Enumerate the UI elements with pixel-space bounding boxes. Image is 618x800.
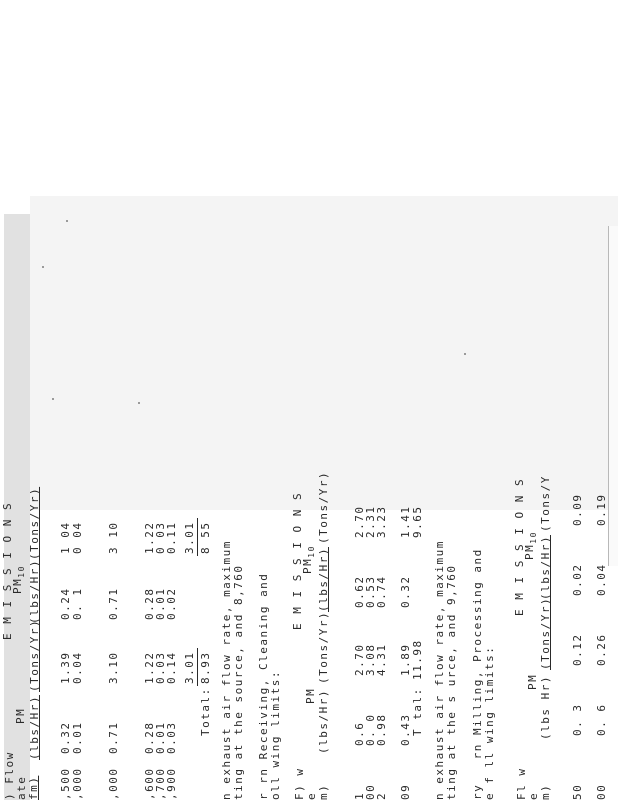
subtotal-pm: 3.01 (183, 651, 196, 684)
row-pm-tons: 3.08 (364, 643, 377, 676)
col-pm-lbs-hr: (lbs/Hr) (317, 689, 330, 754)
note-line: ting at the source, and 8,760 (232, 564, 245, 800)
emissions-heading: E M I S S I O N S (513, 477, 526, 616)
row-pm-tons: 0.03 (154, 651, 167, 684)
pm10-heading: $PM_{10}$ (301, 545, 317, 574)
col-rate-header: e (527, 791, 540, 800)
row-pm-lbs: 0.28 (143, 721, 156, 754)
row-flow: ,000 (107, 767, 120, 800)
row-pm-tons: 0.26 (595, 633, 608, 666)
row-pm-lbs: 0.71 (107, 721, 120, 754)
total-pm10: 9.65 (411, 505, 424, 538)
row-pm10-tons: 2.31 (364, 505, 377, 538)
col-flow-header: Fl w (515, 767, 528, 800)
row-pm10-tons: 0.09 (571, 493, 584, 526)
row-flow: ,000 (71, 767, 84, 800)
section-intro: e f ll wing limits: (483, 645, 496, 800)
total-pm10: 8 55 (199, 521, 212, 554)
total-label: Total: (199, 687, 212, 736)
col-flow-header: F) w (293, 767, 306, 800)
total-label: T tal: (411, 687, 424, 736)
row-flow: 00 (595, 783, 608, 800)
row-pm10-lbs: 0.01 (154, 587, 167, 620)
row-flow: ,600 (143, 767, 156, 800)
section-intro: r rn Receiving, Cleaning and (257, 572, 270, 800)
row-pm10-lbs: 0. 1 (71, 587, 84, 620)
row-pm10-lbs: 0.62 (353, 575, 366, 608)
emissions-heading: E M I S S I O N S (1, 501, 14, 640)
col-pm-lbs-hr: (lbs Hr) (539, 675, 552, 740)
note-line: n exhaust air flow rate, maximum (433, 540, 446, 800)
note-line: ting at the s urce, and 9,760 (445, 564, 458, 800)
row-pm-lbs: 0.32 (59, 721, 72, 754)
row-flow: ,700 (154, 767, 167, 800)
row-pm-tons: 0.12 (571, 633, 584, 666)
col-rate-header: e (305, 791, 318, 800)
row-pm10-tons: 1.22 (143, 521, 156, 554)
row-pm-tons: 3.10 (107, 651, 120, 684)
col-pm10-tons-yr: (Tons/Yr) (317, 470, 330, 544)
section-intro: oll wing limits: (269, 670, 282, 800)
row-pm-tons: 1.22 (143, 651, 156, 684)
row-pm10-lbs: 0.32 (399, 575, 412, 608)
row-flow: 00 (364, 783, 377, 800)
col-pm10-lbs-hr: (lbs/Hr) (539, 535, 552, 600)
row-pm10-lbs: 0.02 (571, 563, 584, 596)
row-pm-lbs: 0.43 (399, 713, 412, 746)
col-unit-header: m) (539, 783, 552, 800)
row-pm10-lbs: 0.28 (143, 587, 156, 620)
row-pm10-lbs: 0.04 (595, 563, 608, 596)
row-pm-tons: 2.70 (353, 643, 366, 676)
col-unit-header: m) (317, 783, 330, 800)
row-pm-lbs: 0.98 (375, 713, 388, 746)
row-pm-tons: 1.39 (59, 651, 72, 684)
row-pm-lbs: 0. 6 (595, 703, 608, 736)
col-pm10-tons-yr: (Tons/Y (539, 475, 552, 532)
row-pm-lbs: 0. 0 (364, 713, 377, 746)
row-pm10-tons: 2.70 (353, 505, 366, 538)
pm10-heading: $PM_{10}$ (11, 565, 27, 594)
pm-heading: PM (526, 673, 539, 690)
total-rule (197, 648, 198, 686)
row-pm10-tons: 0 03 (154, 521, 167, 554)
col-flow-header: ) Flow (3, 751, 16, 800)
col-pm10-lbs-hr: (lbs/Hr) (317, 547, 330, 612)
row-flow: 09 (399, 783, 412, 800)
total-pm: 8.93 (199, 651, 212, 684)
row-pm-lbs: 0.03 (165, 721, 178, 754)
row-pm-tons: 0.14 (165, 651, 178, 684)
row-flow: 1 (353, 791, 366, 800)
row-pm10-lbs: 0.71 (107, 587, 120, 620)
total-rule (197, 518, 198, 556)
pm-heading: PM (304, 687, 317, 704)
row-pm10-lbs: 0.02 (165, 587, 178, 620)
col-pm-tons-yr: (Tons/Yr) (28, 618, 41, 692)
row-pm10-tons: 1.41 (399, 505, 412, 538)
row-pm10-tons: 0 04 (71, 521, 84, 554)
pm-heading: PM (14, 707, 27, 724)
col-unit-header: fm) (27, 775, 40, 800)
section-intro: ry rn Milling, Processing and (471, 548, 484, 800)
total-pm: 11.98 (411, 639, 424, 680)
row-flow: 2 (375, 791, 388, 800)
row-pm10-tons: 1 04 (59, 521, 72, 554)
row-pm-lbs: 0.01 (154, 721, 167, 754)
col-pm-tons-yr: (Tons/Yr) (317, 610, 330, 684)
col-pm10-lbs-hr: (lbs/Hr) (28, 559, 41, 624)
row-pm10-lbs: 0.74 (375, 575, 388, 608)
row-flow: 50 (571, 783, 584, 800)
emissions-heading: E M I S S I O N S (291, 491, 304, 630)
row-pm10-tons: 3 10 (107, 521, 120, 554)
row-pm10-tons: 3.23 (375, 505, 388, 538)
row-pm10-tons: 0.11 (165, 521, 178, 554)
row-pm-lbs: 0.01 (71, 721, 84, 754)
row-pm-tons: 0.04 (71, 651, 84, 684)
subtotal-pm10: 3.01 (183, 521, 196, 554)
note-line: n exhaust air flow rate, maximum (220, 540, 233, 800)
row-pm10-lbs: 0.24 (59, 587, 72, 620)
row-flow: ,900 (165, 767, 178, 800)
row-pm-tons: 4.31 (375, 643, 388, 676)
col-pm10-tons-yr: (Tons/Yr) (28, 486, 41, 560)
col-rate-header: ate (15, 775, 28, 800)
pm10-heading: $PM_{10}$ (523, 531, 539, 560)
row-flow: ,500 (59, 767, 72, 800)
row-pm-tons: 1.89 (399, 643, 412, 676)
row-pm10-tons: 0.19 (595, 493, 608, 526)
col-pm-tons-yr: (Tons/Yr) (539, 596, 552, 670)
row-pm10-lbs: 0.53 (364, 575, 377, 608)
row-pm-lbs: 0. 3 (571, 703, 584, 736)
row-pm-lbs: 0.6 (353, 721, 366, 746)
col-pm-lbs-hr: (lbs/Hr) (28, 695, 41, 760)
